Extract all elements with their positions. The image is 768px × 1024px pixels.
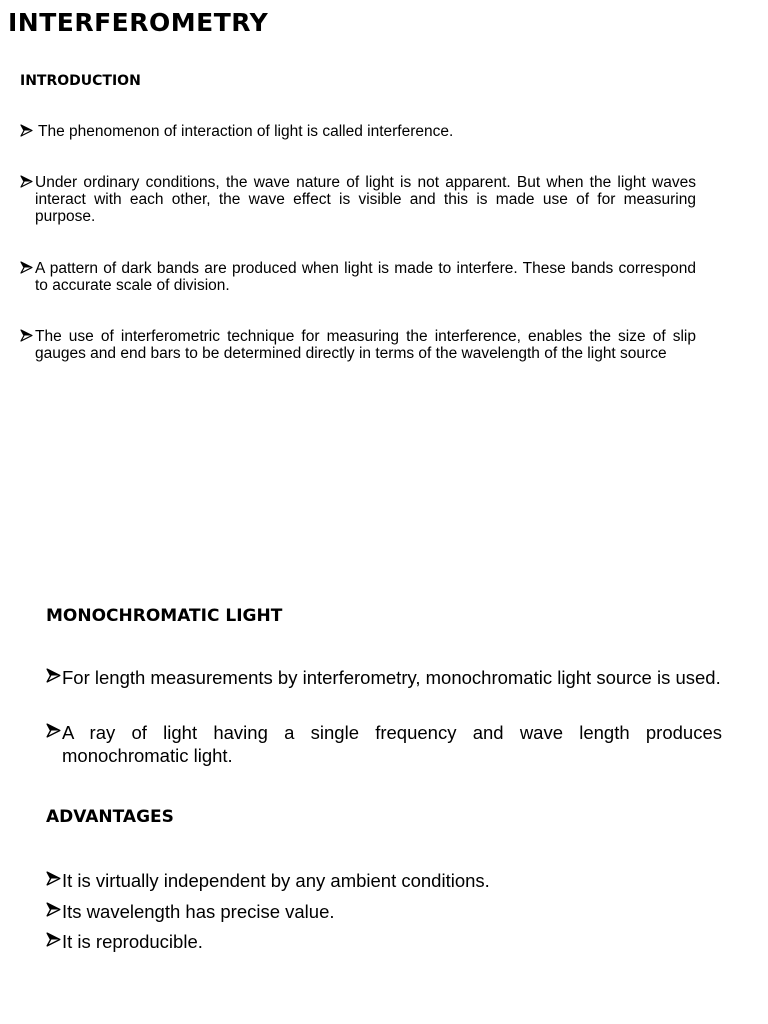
monochromatic-bullet-text: For length measurements by interferometry, monochromatic light source is used. [62,667,721,688]
arrowhead-bullet-icon [46,668,62,683]
introduction-bullet [20,260,696,294]
page-title: INTERFEROMETRY [8,8,269,37]
advantages-bullet-text: Its wavelength has precise value. [62,901,335,922]
introduction-heading: INTRODUCTION [20,73,141,89]
advantages-bullet-text: It is virtually independent by any ambient conditions. [62,870,490,891]
arrowhead-bullet-icon [20,124,38,137]
introduction-bullet-text: Under ordinary conditions, the wave nature of light is not apparent. But when the light waves interact with each other, the wave effect is visible and this is made use of for measuring purpose. [35,174,696,225]
introduction-bullet-text: The use of interferometric technique for measuring the interference, enables the size of slip gauges and end bars to be determined directly in terms of the wavelength of the light source [35,328,696,362]
introduction-bullet [20,123,696,140]
arrowhead-bullet-icon [46,932,62,947]
advantages-bullet [46,869,722,892]
monochromatic-bullet [46,721,722,767]
monochromatic-bullet [46,666,722,689]
advantages-heading: ADVANTAGES [46,807,174,827]
introduction-bullet-text: A pattern of dark bands are produced when light is made to interfere. These bands correspond to accurate scale of division. [35,260,696,294]
arrowhead-bullet-icon [46,902,62,917]
arrowhead-bullet-icon [20,329,35,342]
introduction-bullet [20,174,696,225]
introduction-bullet-text: The phenomenon of interaction of light is called interference. [38,123,454,140]
advantages-bullet [46,900,722,923]
arrowhead-bullet-icon [20,261,35,274]
arrowhead-bullet-icon [46,871,62,886]
introduction-bullet [20,328,696,362]
advantages-bullet-text: It is reproducible. [62,931,203,952]
advantages-bullet [46,930,722,953]
arrowhead-bullet-icon [20,175,35,188]
arrowhead-bullet-icon [46,723,62,738]
monochromatic-heading: MONOCHROMATIC LIGHT [46,606,283,626]
monochromatic-bullet-text: A ray of light having a single frequency and wave length produces monochromatic light. [62,722,722,766]
